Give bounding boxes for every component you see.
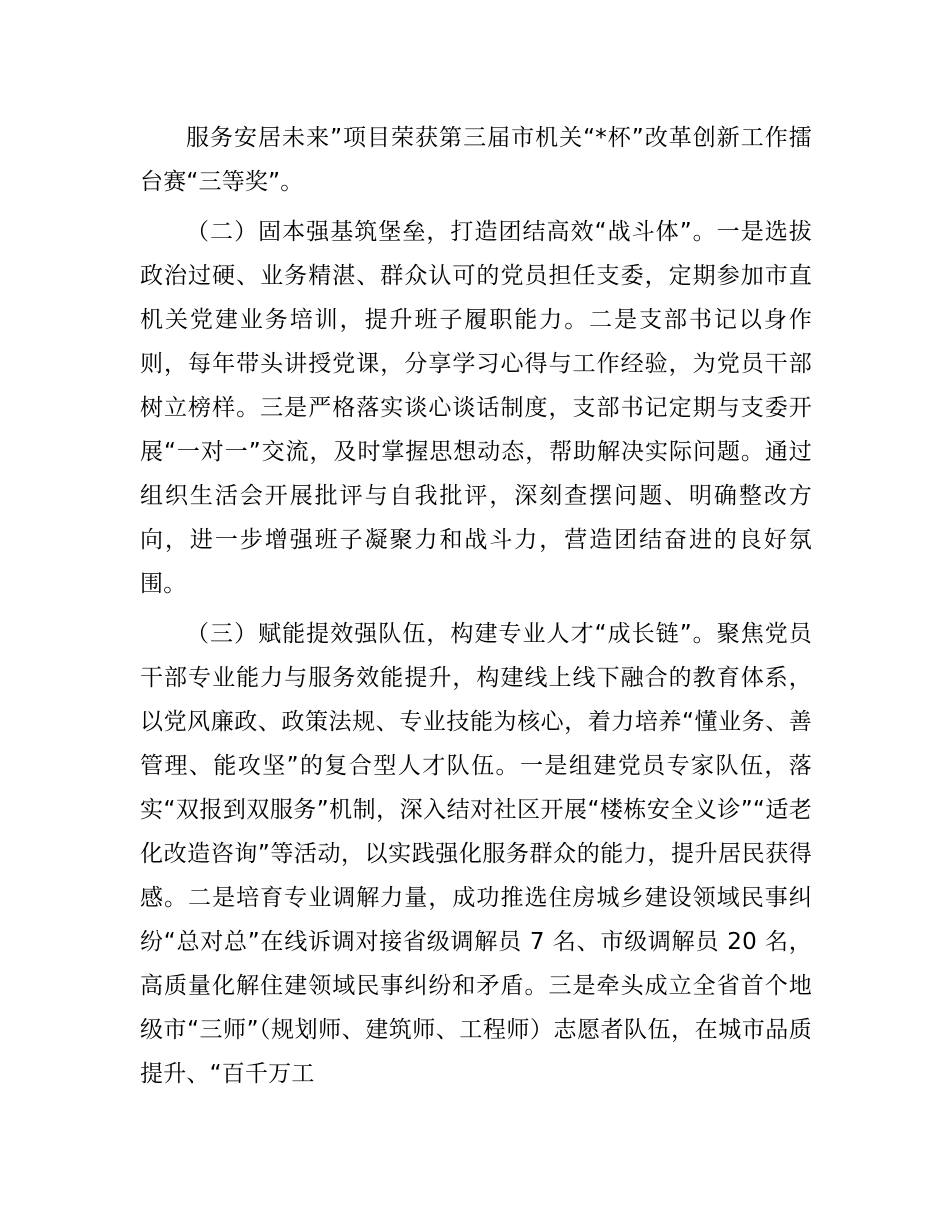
document-body — [140, 116, 812, 1102]
paragraph-section-two: （二）固本强基筑堡垒，打造团结高效“战斗体”。一是选拔政治过硬、业务精湛、群众认可的党员担任支委，定期参加市直机关党建业务培训，提升班子履职能力。二是支部书记以身作则，每年带头讲授党课，分享学习心得与工作经验，为党员干部树立榜样。三是严格落实谈心谈话制度，支部书记定期与支委开展“一对一”交流，及时掌握思想动态，帮助解决实际问题。通过组织生活会开展批评与自我批评，深刻查摆问题、明确整改方向，进一步增强班子凝聚力和战斗力，营造团结奋进的良好氛围。 — [140, 219, 812, 597]
paragraph-section-three: （三）赋能提效强队伍，构建专业人才“成长链”。聚焦党员干部专业能力与服务效能提升，构建线上线下融合的教育体系，以党风廉政、政策法规、专业技能为核心，着力培养“懂业务、善管理、能攻坚”的复合型人才队伍。一是组建党员专家队伍，落实“双报到双服务”机制，深入结对社区开展“楼栋安全义诊”“适老化改造咨询”等活动，以实践强化服务群众的能力，提升居民获得感。二是培育专业调解力量，成功推选住房城乡建设领域民事纠纷“总对总”在线诉调对接省级调解员 7 名、市级调解员 20 名，高质量化解住建领域民事纠纷和矛盾。三是牵头成立全省首个地级市“三师”（规划师、建筑师、工程师）志愿者队伍，在城市品质提升、“百千万工 — [140, 621, 812, 1087]
paragraph-continuation: 服务安居未来”项目荣获第三届市机关“*杯”改革创新工作擂台赛“三等奖”。 — [140, 125, 812, 195]
